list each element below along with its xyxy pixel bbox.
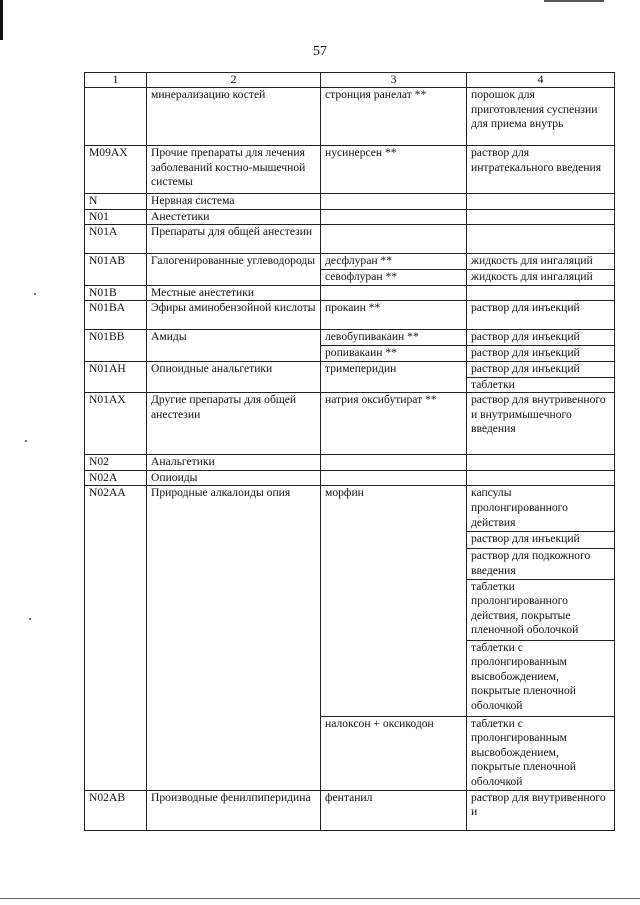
atc-code-cell: N01BB: [85, 330, 147, 361]
drug-name-cell: стронция ранелат **: [321, 88, 467, 146]
page-number: 57: [313, 44, 327, 59]
drug-group-cell: Прочие препараты для лечения заболеваний костно-мышечной системы: [147, 146, 321, 194]
drug-group-cell: Препараты для общей анестезии: [147, 225, 321, 254]
dosage-form-cell: таблетки: [467, 377, 615, 393]
drug-name-cell: [321, 209, 467, 225]
column-header: 1: [85, 73, 147, 88]
drug-group-cell: Опиоиды: [147, 470, 321, 486]
drug-group-cell: Галогенированные углеводороды: [147, 254, 321, 286]
table-row: [85, 225, 615, 254]
drug-name-cell: десфлуран **: [321, 254, 467, 270]
table-row: [85, 361, 615, 377]
dosage-form-cell: [467, 209, 615, 225]
drug-name-cell: тримеперидин: [321, 361, 467, 393]
dosage-form-cell: капсулы пролонгированного действия: [467, 486, 615, 532]
drug-table: [84, 72, 615, 831]
drug-name-cell: фентанил: [321, 790, 467, 830]
dosage-form-cell: жидкость для ингаляций: [467, 269, 615, 285]
drug-group-cell: Эфиры аминобензойной кислоты: [147, 301, 321, 330]
dosage-form-cell: [467, 194, 615, 210]
dosage-form-cell: порошок для приготовления суспензии для приема внутрь: [467, 88, 615, 146]
atc-code-cell: N02AB: [85, 790, 147, 830]
table-row: [85, 285, 615, 301]
dosage-form-cell: раствор для подкожного введения: [467, 549, 615, 579]
drug-group-cell: Опиоидные анальгетики: [147, 361, 321, 393]
drug-group-cell: Производные фенилпиперидина: [147, 790, 321, 830]
drug-name-cell: натрия оксибутират **: [321, 393, 467, 455]
drug-group-cell: Анальгетики: [147, 455, 321, 471]
dosage-form-cell: раствор для внутривенного и: [467, 790, 615, 830]
atc-code-cell: N02A: [85, 470, 147, 486]
scan-speck: [25, 440, 27, 442]
drug-name-cell: [321, 285, 467, 301]
scan-bottom-edge: [0, 898, 640, 899]
drug-name-cell: прокаин **: [321, 301, 467, 330]
atc-code-cell: N01AH: [85, 361, 147, 393]
table-row: [85, 194, 615, 210]
drug-name-cell: ропивакаин **: [321, 345, 467, 361]
atc-code-cell: N01: [85, 209, 147, 225]
dosage-form-cell: раствор для внутривенного и внутримышечного введения: [467, 393, 615, 455]
dosage-form-cell: [467, 225, 615, 254]
dosage-form-cell: раствор для инъекций: [467, 301, 615, 330]
drug-name-cell: налоксон + оксикодон: [321, 716, 467, 790]
atc-code-cell: N01AB: [85, 254, 147, 286]
drug-name-cell: севофлуран **: [321, 269, 467, 285]
drug-group-cell: Местные анестетики: [147, 285, 321, 301]
drug-name-cell: морфин: [321, 486, 467, 716]
atc-code-cell: N01AX: [85, 393, 147, 455]
drug-group-cell: минерализацию костей: [147, 88, 321, 146]
atc-code-cell: [85, 88, 147, 146]
drug-group-cell: Амиды: [147, 330, 321, 361]
scan-speck: [29, 618, 31, 620]
drug-group-cell: Другие препараты для общей анестезии: [147, 393, 321, 455]
column-header: 2: [147, 73, 321, 88]
table-row: [85, 486, 615, 532]
table-row: [85, 301, 615, 330]
atc-code-cell: M09AX: [85, 146, 147, 194]
column-header: 3: [321, 73, 467, 88]
drug-name-cell: [321, 225, 467, 254]
table-row: [85, 455, 615, 471]
scan-edge-mark: [0, 0, 3, 40]
dosage-form-cell: раствор для интратекального введения: [467, 146, 615, 194]
atc-code-cell: N01B: [85, 285, 147, 301]
dosage-form-cell: [467, 285, 615, 301]
dosage-form-cell: таблетки с пролонгированным высвобождением, покрытые пленочной оболочкой: [467, 716, 615, 790]
atc-code-cell: N02: [85, 455, 147, 471]
table-row: [85, 146, 615, 194]
drug-group-cell: Нервная система: [147, 194, 321, 210]
dosage-form-cell: таблетки пролонгированного действия, покрытые пленочной оболочкой: [467, 579, 615, 640]
atc-code-cell: N: [85, 194, 147, 210]
table-row: [85, 330, 615, 346]
table-header-row: [85, 73, 615, 88]
table-row: [85, 790, 615, 830]
dosage-form-cell: раствор для инъекций: [467, 532, 615, 549]
table-row: [85, 254, 615, 270]
atc-code-cell: N02AA: [85, 486, 147, 790]
table-row: [85, 88, 615, 146]
dosage-form-cell: раствор для инъекций: [467, 361, 615, 377]
scan-speck: [34, 293, 36, 295]
dosage-form-cell: раствор для инъекций: [467, 345, 615, 361]
dosage-form-cell: жидкость для ингаляций: [467, 254, 615, 270]
drug-group-cell: Природные алкалоиды опия: [147, 486, 321, 790]
drug-name-cell: левобупивакаин **: [321, 330, 467, 346]
scan-top-mark: [544, 0, 604, 2]
table-row: [85, 470, 615, 486]
atc-code-cell: N01A: [85, 225, 147, 254]
atc-code-cell: N01BA: [85, 301, 147, 330]
drug-name-cell: [321, 194, 467, 210]
dosage-form-cell: [467, 470, 615, 486]
table-row: [85, 209, 615, 225]
table-row: [85, 393, 615, 455]
drug-name-cell: [321, 455, 467, 471]
dosage-form-cell: раствор для инъекций: [467, 330, 615, 346]
column-header: 4: [467, 73, 615, 88]
dosage-form-cell: [467, 455, 615, 471]
drug-group-cell: Анестетики: [147, 209, 321, 225]
dosage-form-cell: таблетки с пролонгированным высвобождением, покрытые пленочной оболочкой: [467, 640, 615, 716]
drug-name-cell: нусинерсен **: [321, 146, 467, 194]
table-body: [85, 88, 615, 831]
drug-name-cell: [321, 470, 467, 486]
